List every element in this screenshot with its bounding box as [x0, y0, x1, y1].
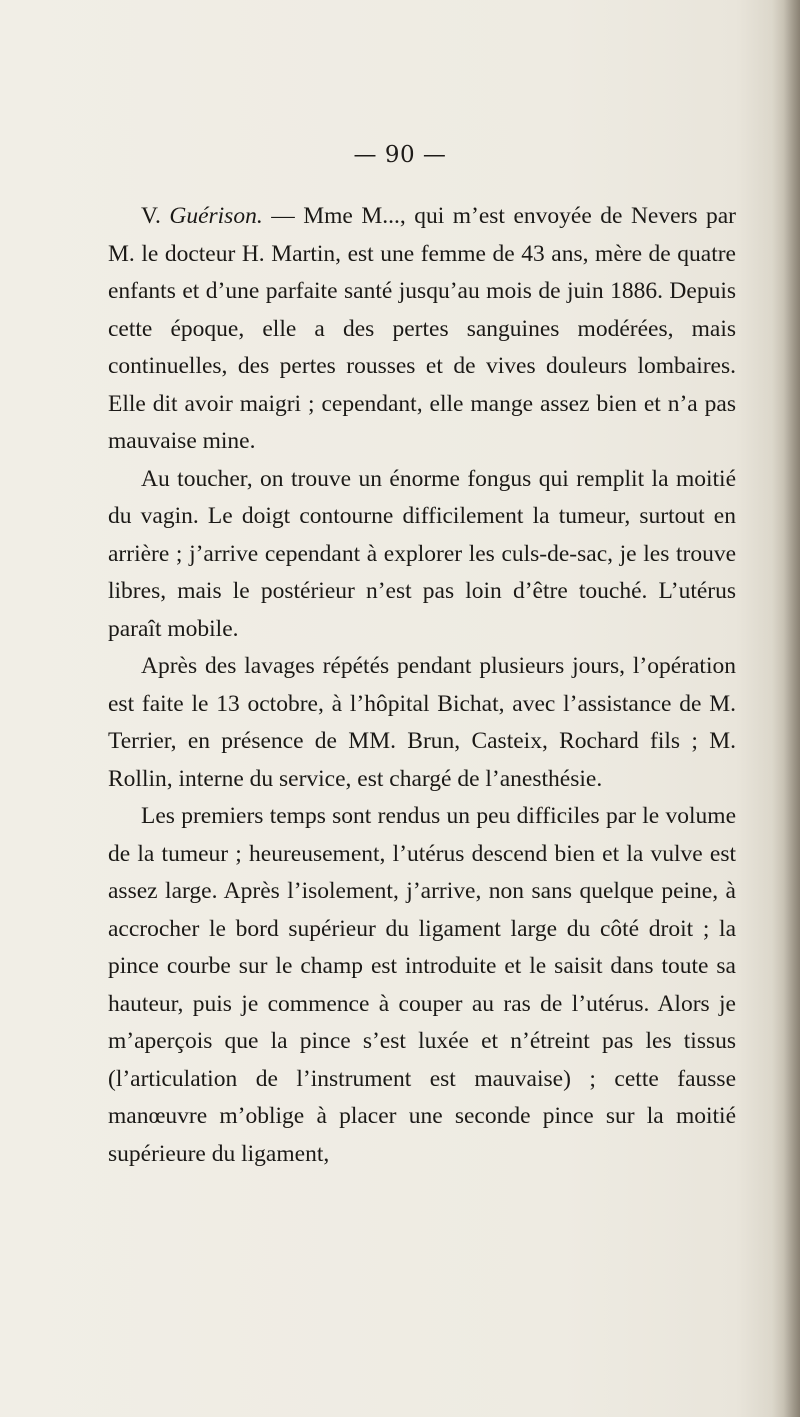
page-number: — 90 —: [353, 142, 447, 168]
body-text: [108, 198, 736, 1173]
paragraph-3: Après des lavages répétés pendant plusieurs jours, l’opération est faite le 13 octobre, à l’hôpital Bichat, avec l’assistance de M. Terrier, en présence de MM. Brun, Casteix, Rochard fils ; M. Rollin, interne du service, est chargé de l’anesthésie.: [108, 653, 736, 792]
page-edge-shadow: [772, 0, 800, 1417]
paragraph-2: Au toucher, on trouve un énorme fongus qui remplit la moitié du vagin. Le doigt contourne difficilement la tumeur, surtout en arrière ; j’arrive cependant à explorer les culs-de-sac, je les trouve libres, mais le postérieur n’est pas loin d’être touché. L’utérus paraît mobile.: [108, 465, 736, 642]
case-title: Guérison.: [169, 203, 263, 229]
case-number: V.: [141, 203, 161, 229]
paragraph-1-text: — Mme M..., qui m’est envoyée de Nevers par M. le docteur H. Martin, est une femme de 43 ans, mère de quatre enfants et d’une parfaite santé jusqu’au mois de juin 1886. Depuis cette époque, elle a des pertes sanguines modérées, mais continuelles, des pertes rousses et de vives douleurs lombaires. Elle dit avoir maigri ; cependant, elle mange assez bien et n’a pas mauvaise mine.: [108, 203, 737, 454]
paragraph-4: Les premiers temps sont rendus un peu difficiles par le volume de la tumeur ; heureusement, l’utérus descend bien et la vulve est assez large. Après l’isolement, j’arrive, non sans quelque peine, à accrocher le bord supérieur du ligament large du côté droit ; la pince courbe sur le champ est introduite et le saisit dans toute sa hauteur, puis je commence à couper au ras de l’utérus. Alors je m’aperçois que la pince s’est luxée et n’étreint pas les tissus (l’articulation de l’instrument est mauvaise) ; cette fausse manœuvre m’oblige à placer une seconde pince sur la moitié supérieure du ligament,: [108, 803, 736, 1167]
paragraph-1: [108, 198, 736, 461]
